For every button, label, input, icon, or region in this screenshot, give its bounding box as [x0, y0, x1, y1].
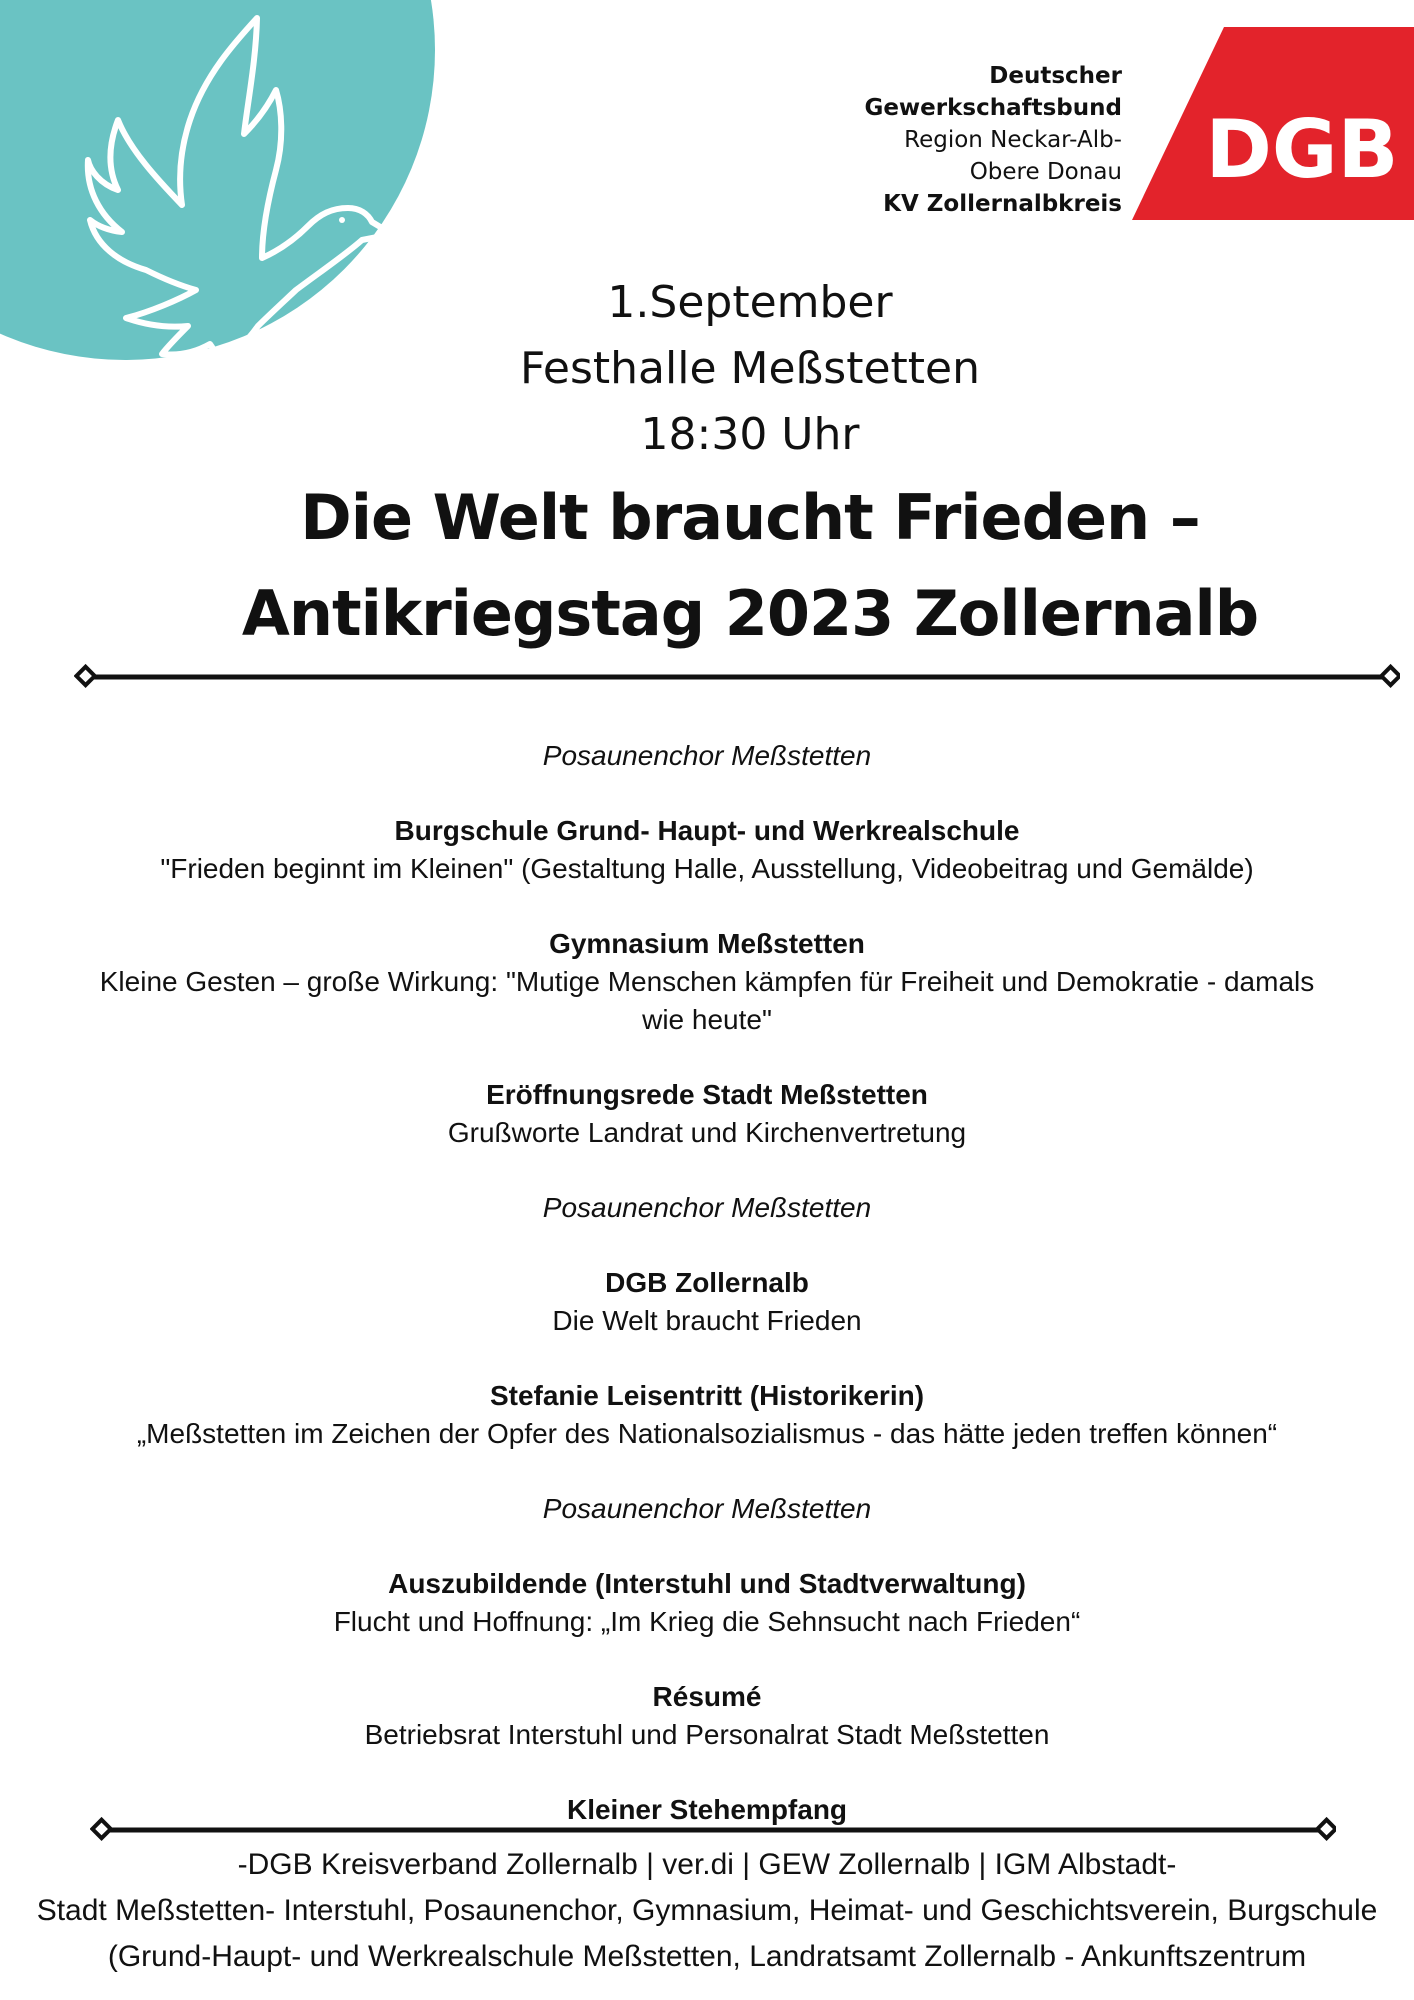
org-line: Region Neckar-Alb- [904, 127, 1122, 153]
divider [74, 662, 1400, 692]
event-info [0, 270, 1414, 468]
program-item-title: Burgschule Grund- Haupt- und Werkrealschule [394, 815, 1020, 846]
program-item-text: Betriebsrat Interstuhl und Personalrat Stadt Meßstetten [364, 1719, 1050, 1750]
program-item: Posaunenchor Meßstetten [542, 740, 872, 771]
program-item-text: wie heute" [642, 1004, 772, 1035]
program-item: Posaunenchor Meßstetten [542, 1493, 872, 1524]
program-item-title: Auszubildende (Interstuhl und Stadtverwaltung) [388, 1568, 1026, 1599]
headline-line: Antikriegstag 2023 Zollernalb [241, 577, 1259, 650]
program-item: Posaunenchor Meßstetten [542, 1192, 872, 1223]
event-date: 1.September [607, 277, 893, 328]
program-item-text: Grußworte Landrat und Kirchenvertretung [447, 1117, 967, 1148]
program-item-text: „Meßstetten im Zeichen der Opfer des Nationalsozialismus - das hätte jeden treffen können“ [136, 1418, 1278, 1449]
program-item-text: Flucht und Hoffnung: „Im Krieg die Sehnsucht nach Frieden“ [333, 1606, 1081, 1637]
program-item-title: Eröffnungsrede Stadt Meßstetten [486, 1079, 928, 1110]
event-venue: Festhalle Meßstetten [520, 343, 980, 394]
dgb-logo-text: DGB [1205, 103, 1399, 196]
headline-line: Die Welt braucht Frieden – [300, 481, 1200, 554]
program-item-title: Kleiner Stehempfang [566, 1794, 848, 1825]
program-item-text: Kleine Gesten – große Wirkung: "Mutige Menschen kämpfen für Freiheit und Demokratie - damals [99, 966, 1315, 997]
program-item-title: DGB Zollernalb [605, 1267, 809, 1298]
program-list [40, 700, 1374, 1829]
program-item-title: Stefanie Leisentritt (Historikerin) [489, 1380, 925, 1411]
footer-line: -DGB Kreisverband Zollernalb | ver.di | GEW Zollernalb | IGM Albstadt- [237, 1848, 1177, 1881]
dgb-logo [1132, 27, 1414, 220]
organization-name [864, 60, 1122, 220]
divider [90, 1815, 1336, 1845]
org-line: Gewerkschaftsbund [864, 95, 1122, 121]
sponsors-footer [0, 1842, 1414, 1980]
program-item-title: Résumé [652, 1681, 762, 1712]
program-item-text: Die Welt braucht Frieden [552, 1305, 862, 1336]
org-line: Deutscher [989, 63, 1122, 89]
org-line: Obere Donau [969, 159, 1122, 185]
footer-line: (Grund-Haupt- und Werkrealschule Meßstetten, Landratsamt Zollernalb - Ankunftszentrum [107, 1940, 1307, 1973]
event-time: 18:30 Uhr [640, 409, 860, 460]
org-line: KV Zollernalbkreis [883, 191, 1122, 217]
footer-line: Stadt Meßstetten- Interstuhl, Posaunenchor, Gymnasium, Heimat- und Geschichtsverein, Burgschule [36, 1894, 1378, 1927]
program-item-title: Gymnasium Meßstetten [549, 928, 865, 959]
program-item-text: "Frieden beginnt im Kleinen" (Gestaltung Halle, Ausstellung, Videobeitrag und Gemälde) [160, 853, 1254, 884]
headline [0, 470, 1414, 662]
